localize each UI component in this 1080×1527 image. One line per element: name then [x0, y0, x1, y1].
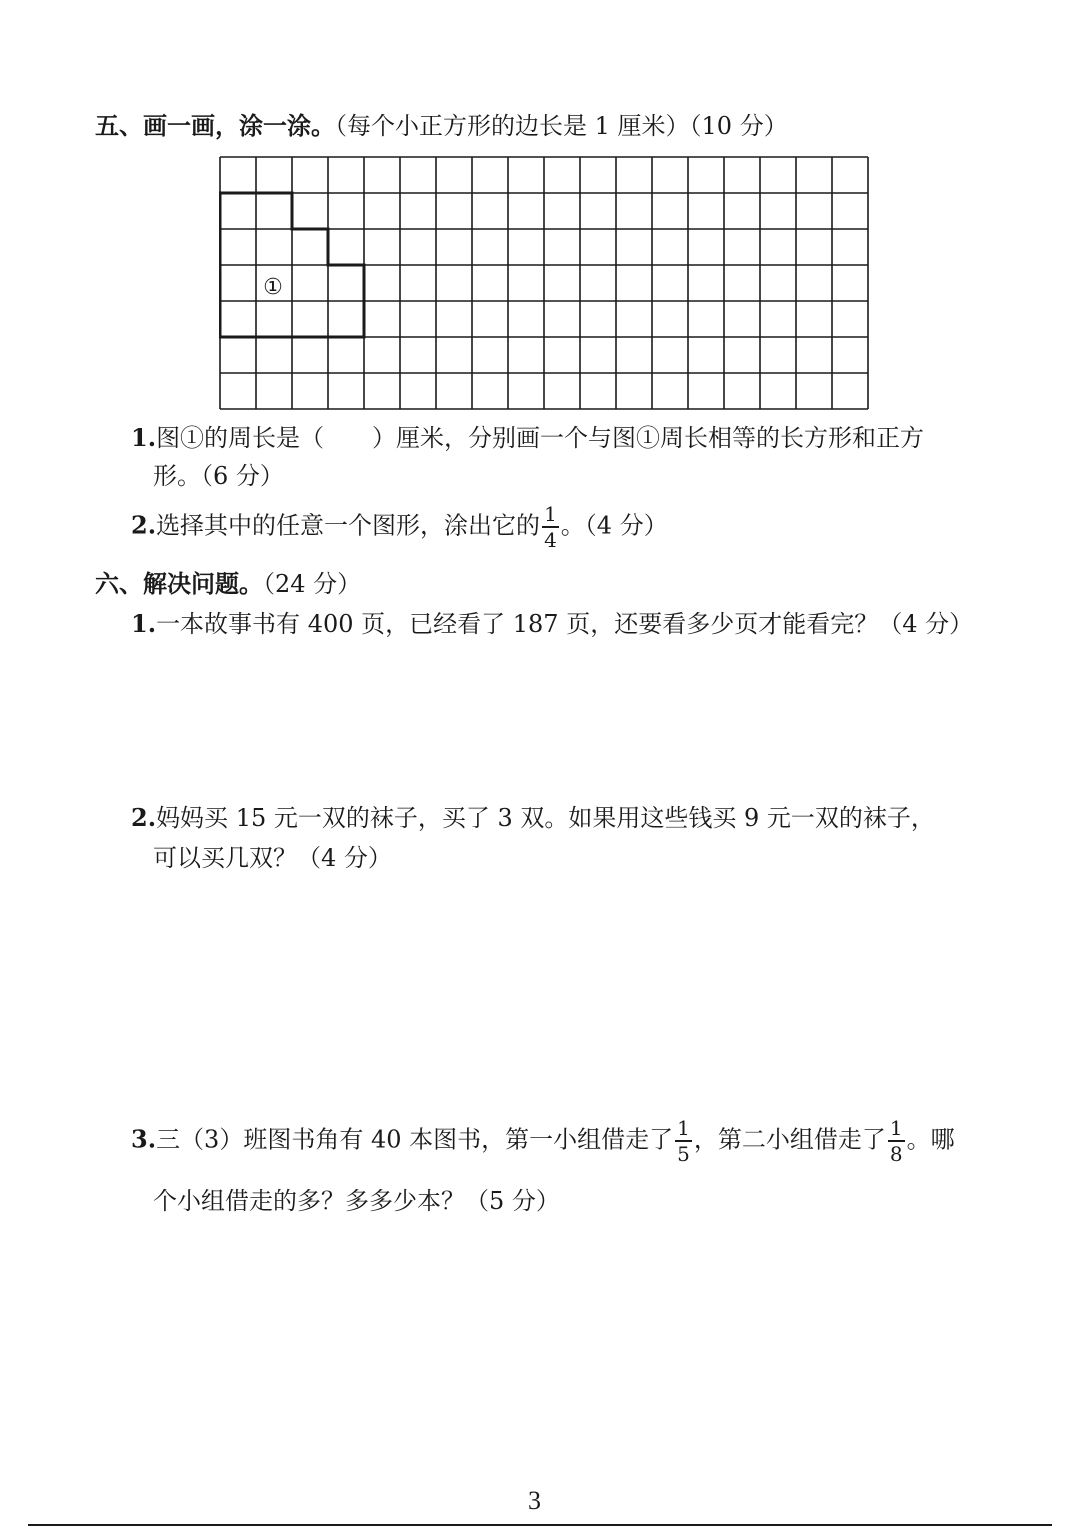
s5-q2-number: 2.: [131, 510, 157, 540]
s6-q2-number: 2.: [131, 803, 157, 832]
s6-question-1: [131, 609, 974, 638]
section-5-title: 五、画一画，涂一涂。: [95, 111, 335, 140]
s6-question-3-line-b: [153, 1189, 560, 1213]
page-number: 3: [528, 1486, 541, 1515]
section-6-title: 六、解决问题。: [95, 569, 263, 598]
s6-q3-text-after: 。哪: [906, 1125, 955, 1154]
footer-rule: [28, 1524, 1052, 1526]
s6-q3-fraction-1: [675, 1118, 692, 1164]
section-6-heading: [95, 569, 362, 598]
s6-q3-text-b: 个小组借走的多？多多少本？（5 分）: [153, 1187, 560, 1215]
s6-q2-text-a: 妈妈买 15 元一双的袜子，买了 3 双。如果用这些钱买 9 元一双的袜子，: [156, 804, 935, 832]
s6-q3-fraction-1-numerator: 1: [677, 1116, 690, 1140]
s5-q2-text-after: 。（4 分）: [560, 511, 668, 540]
s6-question-2-line-b: [153, 846, 392, 870]
shape-1-label: ①: [263, 275, 283, 300]
s5-q2-fraction-numerator: 1: [544, 502, 557, 526]
s6-q3-fraction-1-denominator: 5: [677, 1142, 690, 1166]
s5-question-1-line-b: [153, 464, 284, 488]
s5-q2-text-before: 选择其中的任意一个图形，涂出它的: [156, 511, 541, 540]
s5-q1-text-b: 形。（6 分）: [153, 462, 284, 490]
s6-q1-text: 一本故事书有 400 页，已经看了 187 页，还要看多少页才能看完？（4 分）: [156, 610, 974, 638]
s5-q2-fraction-denominator: 4: [544, 528, 557, 552]
s6-q3-number: 3.: [131, 1124, 157, 1154]
s6-q3-text-middle: ，第二小组借走了: [693, 1125, 886, 1154]
s5-q1-number: 1.: [131, 423, 157, 452]
s5-question-1-line-a: [131, 423, 925, 452]
s6-q3-text-before: 三（3）班图书角有 40 本图书，第一小组借走了: [156, 1125, 674, 1154]
s5-q1-text-a: 图①的周长是（ ）厘米，分别画一个与图①周长相等的长方形和正方: [156, 424, 925, 452]
section-5-note: （每个小正方形的边长是 1 厘米）（10 分）: [335, 112, 788, 140]
s6-question-2-line-a: [131, 803, 935, 832]
s6-question-3-line-a: [131, 1118, 955, 1164]
s5-q2-fraction: [542, 504, 559, 550]
s6-q2-text-b: 可以买几双？（4 分）: [153, 844, 392, 872]
square-grid: [219, 156, 869, 411]
s6-q3-fraction-2-denominator: 8: [889, 1142, 903, 1166]
s5-question-2: [131, 504, 668, 550]
s6-q3-fraction-2-numerator: 1: [889, 1116, 903, 1140]
section-6-points: （24 分）: [263, 570, 362, 598]
section-5-heading: [95, 111, 788, 140]
s6-q3-fraction-2: [888, 1118, 905, 1164]
s6-q1-number: 1.: [131, 609, 157, 638]
